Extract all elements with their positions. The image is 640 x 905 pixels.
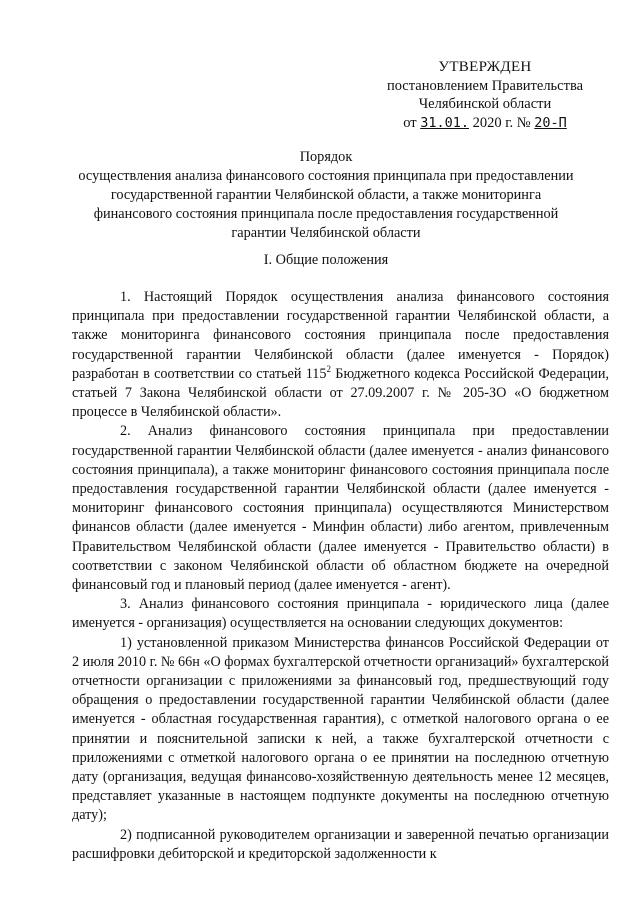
paragraph-3: 3. Анализ финансового состояния принципала - юридического лица (далее именуется - организация) осуществляется на основании следующих документов: bbox=[72, 596, 609, 632]
approval-block bbox=[370, 58, 600, 132]
paragraph-2: 2. Анализ финансового состояния принципала при предоставлении государственной гарантии Челябинской области (далее именуется - анализ финансового состояния принципала), а также мониторинг финансового состояния принципала после предоставления государственной гарантии Челябинской области (далее именуется - мониторинг финансового состояния принципала) осуществляются Министерством финансов области (далее именуется - Минфин области) либо агентом, привлеченным Правительством Челябинской области (далее именуется - Правительство области) в соответствии с законом Челябинской области об областном бюджете на очередной финансовый год и плановый период (далее именуется - агент). bbox=[72, 423, 609, 594]
paragraph-1-superscript: 2 bbox=[326, 363, 331, 374]
approval-number: 20-П bbox=[534, 114, 567, 131]
paragraph-5: 2) подписанной руководителем организации и заверенной печатью организации расшифровки дебиторской и кредиторской задолженности к bbox=[72, 826, 609, 862]
paragraph-1 bbox=[72, 288, 609, 422]
paragraph-1-text-end: Бюджетного кодекса Российской Федерации, статьей 7 Закона Челябинской области от 27.09.2007 г. № 205-ЗО «О бюджетном процессе в Челябинской области». bbox=[72, 365, 609, 421]
document-body bbox=[72, 288, 609, 864]
paragraph-1-text: 1. Настоящий Порядок осуществления анализа финансового состояния принципала при предоставлении государственной гарантии Челябинской области, а также мониторинга финансового состояния принципала после предоставления государственной гарантии Челябинской области (далее именуется - Порядок) разработан в соответствии со статьей 115 bbox=[72, 289, 609, 382]
approval-date-value: 31.01. bbox=[420, 114, 469, 131]
approval-date-year: 2020 г. № bbox=[472, 114, 531, 131]
paragraph-4: 1) установленной приказом Министерства финансов Российской Федерации от 2 июля 2010 г. № 66н «О формах бухгалтерской отчетности организаций» бухгалтерской отчетности организации с приложениями за финансовый год, предшествующий году обращения о предоставлении государственной гарантии Челябинской области (далее именуется - областная государственная гарантия), с отметкой налогового органа о ее принятии и пояснительной записки к ней, а также бухгалтерской отчетности с приложениями с отметкой налогового органа о ее принятии на последнюю отчетную дату (организация, ведущая финансово-хозяйственную деятельность менее 12 месяцев, представляет указанные в настоящем подпункте документы на последнюю отчетную дату); bbox=[72, 634, 609, 824]
title-heading: Порядок bbox=[299, 149, 353, 165]
approval-line-1: постановлением Правительства bbox=[386, 77, 584, 94]
approval-date-prefix: от bbox=[403, 114, 417, 131]
document-title bbox=[70, 148, 582, 243]
approval-line-2: Челябинской области bbox=[418, 96, 552, 112]
section-heading: I. Общие положения bbox=[263, 252, 389, 268]
approval-heading: УТВЕРЖДЕН bbox=[438, 59, 532, 75]
title-subtitle: осуществления анализа финансового состояния принципала при предоставлении государственной гарантии Челябинской области, а также мониторинга финансового состояния принципала после предоставления государственной гарантии Челябинской области bbox=[78, 168, 574, 241]
approval-date-line bbox=[370, 114, 600, 133]
